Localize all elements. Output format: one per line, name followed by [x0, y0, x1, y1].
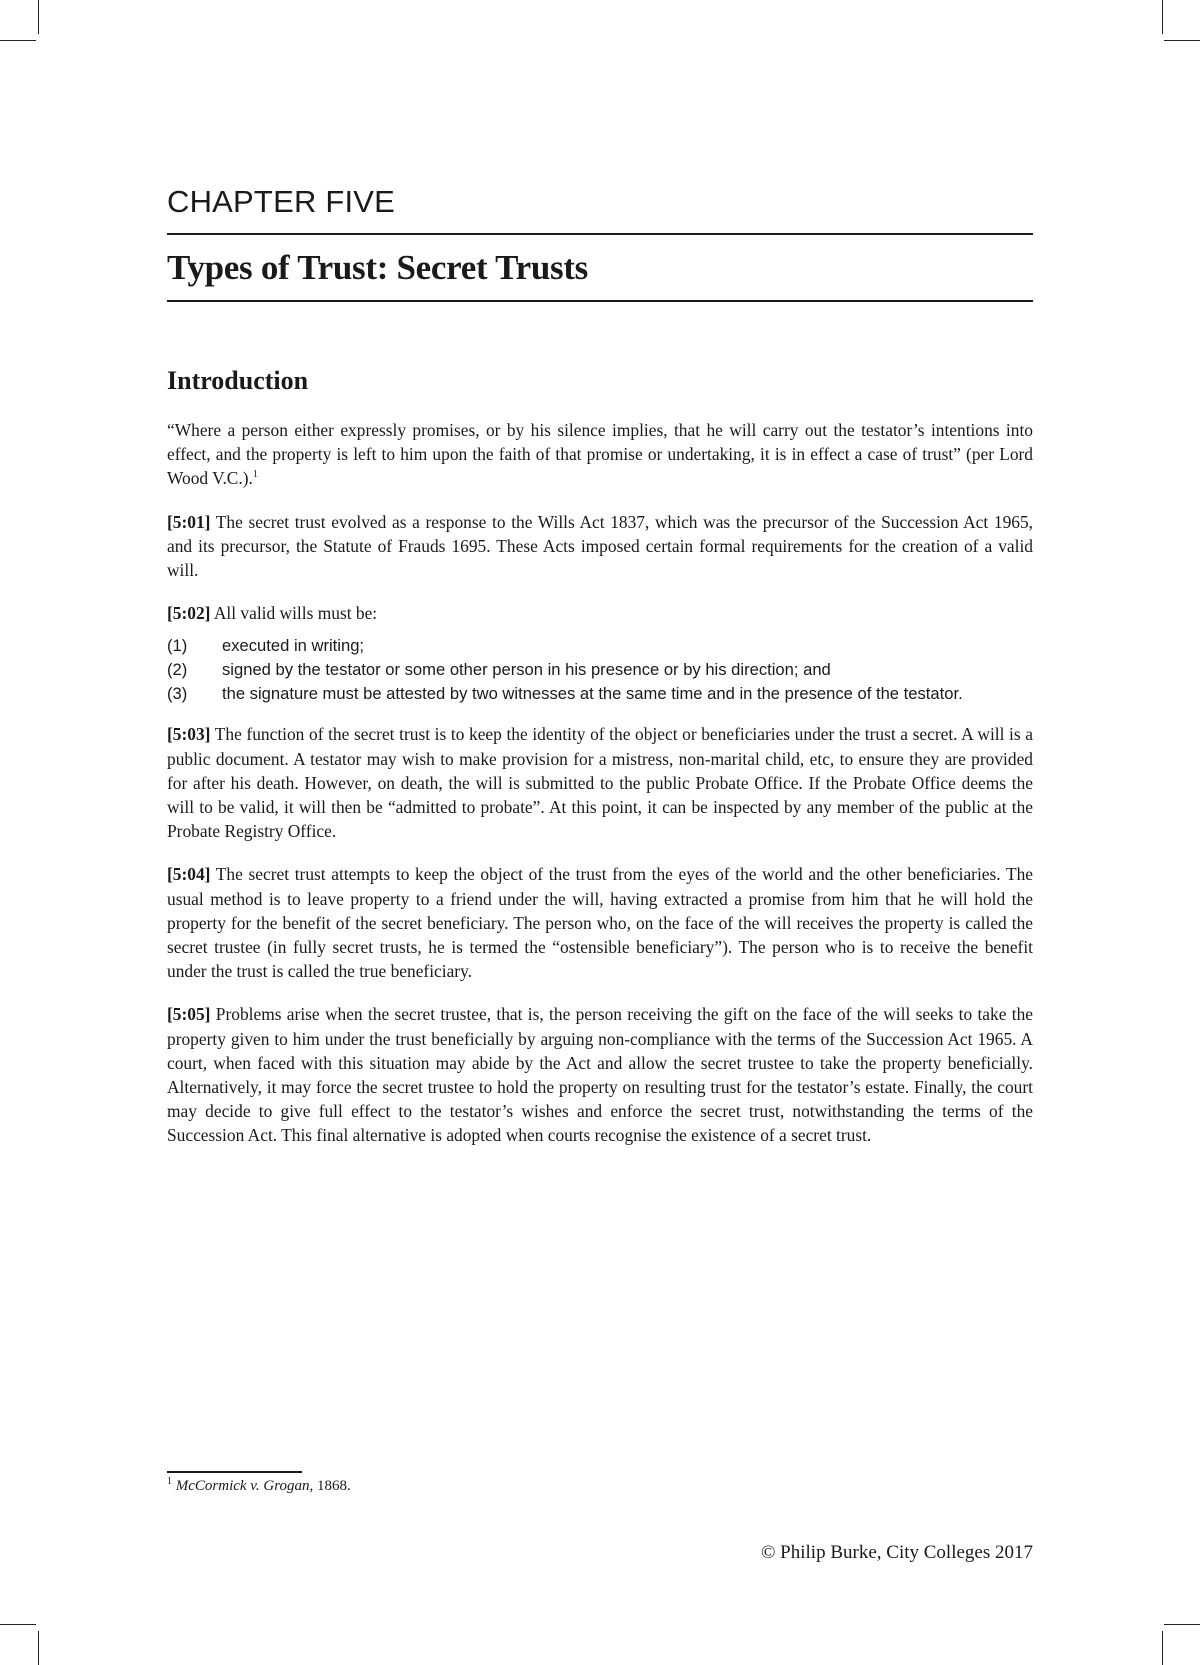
list-item-text: signed by the testator or some other person in his presence or by his direction; and: [222, 660, 831, 680]
paragraph-text: The function of the secret trust is to keep the identity of the object or beneficiaries under the trust a secret. A will is a public document. A testator may wish to make provision for a mistress, non-marital child, etc, to ensure they are provided for after his death. However, on death, the will is submitted to the public Probate Office. If the Probate Office deems the will to be valid, it will then be “admitted to probate”. At this point, it can be inspected by any member of the public at the Probate Registry Office.: [167, 724, 1033, 842]
crop-mark: [0, 1624, 36, 1625]
list-marker: (1): [167, 636, 188, 656]
list-marker: (3): [167, 684, 188, 704]
section-heading: Introduction: [167, 366, 309, 395]
crop-mark: [1164, 40, 1200, 41]
footnote-reference: 1: [252, 469, 258, 481]
list-item-text: executed in writing;: [222, 636, 365, 656]
list-item-text: the signature must be attested by two witnesses at the same time and in the presence of the testator.: [222, 684, 963, 704]
paragraph-5-02: [167, 601, 1033, 625]
crop-mark: [38, 0, 39, 34]
crop-mark: [1164, 1624, 1200, 1625]
chapter-label: CHAPTER FIVE: [167, 184, 396, 219]
chapter-title: Types of Trust: Secret Trusts: [167, 248, 589, 287]
intro-quote-text: “Where a person either expressly promises, or by his silence implies, that he will carry out the testator’s intentions into effect, and the property is left to him upon the faith of that promise or undertaking, it is in effect a case of trust” (per Lord Wood V.C.).: [167, 420, 1033, 489]
paragraph-number: [5:01]: [167, 511, 211, 532]
crop-mark: [1162, 1631, 1163, 1665]
crop-mark: [0, 40, 36, 41]
paragraph-text: All valid wills must be:: [210, 603, 378, 624]
crop-mark: [1162, 0, 1163, 34]
list-item: [167, 634, 1033, 658]
paragraph-number: [5:04]: [167, 864, 211, 885]
list-item: [167, 658, 1033, 682]
paragraph-text: Problems arise when the secret trustee, that is, the person receiving the gift on the face of the will seeks to take the property given to him under the trust beneficially by arguing non-compliance with the terms of the Succession Act 1965. A court, when faced with this situation may abide by the Act and allow the secret trustee to take the property beneficially. Alternatively, it may force the secret trustee to hold the property on resulting trust for the testator’s estate. Finally, the court may decide to give full effect to the testator’s wishes and enforce the secret trust, notwithstanding the terms of the Succession Act. This final alternative is adopted when courts recognise the existence of a secret trust.: [167, 1004, 1033, 1146]
paragraph-number: [5:02]: [167, 603, 211, 624]
paragraph-5-04: [167, 862, 1033, 983]
paragraph-text: The secret trust evolved as a response to the Wills Act 1837, which was the precursor of the Succession Act 1965, and its precursor, the Statute of Frauds 1695. These Acts imposed certain formal requirements for the creation of a valid will.: [167, 511, 1033, 581]
paragraph-5-03: [167, 722, 1033, 843]
paragraph-5-01: [167, 510, 1033, 583]
footnote-case-name: McCormick v. Grogan: [175, 1478, 310, 1494]
paragraph-text: The secret trust attempts to keep the object of the trust from the eyes of the world and the other beneficiaries. The usual method is to leave property to a friend under the will, having extracted a promise from him that he will hold the property for the benefit of the secret beneficiary. The person who, on the face of the will receives the property is called the secret trustee (in fully secret trusts, he is termed the “ostensible beneficiary”). The person who is to receive the benefit under the trust is called the true beneficiary.: [167, 864, 1033, 982]
footnote-divider: [167, 1471, 302, 1473]
list-marker: (2): [167, 660, 188, 680]
paragraph-5-05: [167, 1002, 1033, 1147]
footnote-rest: , 1868.: [309, 1478, 351, 1494]
body-text: [167, 418, 1033, 1167]
requirements-list: [167, 634, 1033, 706]
intro-quote: [167, 418, 1033, 491]
footnote: [167, 1476, 351, 1496]
paragraph-number: [5:03]: [167, 724, 211, 745]
crop-mark: [38, 1631, 39, 1665]
title-rule-bottom: [167, 300, 1033, 302]
footnote-number: 1: [167, 1476, 172, 1487]
list-item: [167, 682, 1033, 706]
copyright-notice: © Philip Burke, City Colleges 2017: [761, 1542, 1033, 1563]
title-rule-top: [167, 233, 1033, 235]
paragraph-number: [5:05]: [167, 1004, 211, 1025]
